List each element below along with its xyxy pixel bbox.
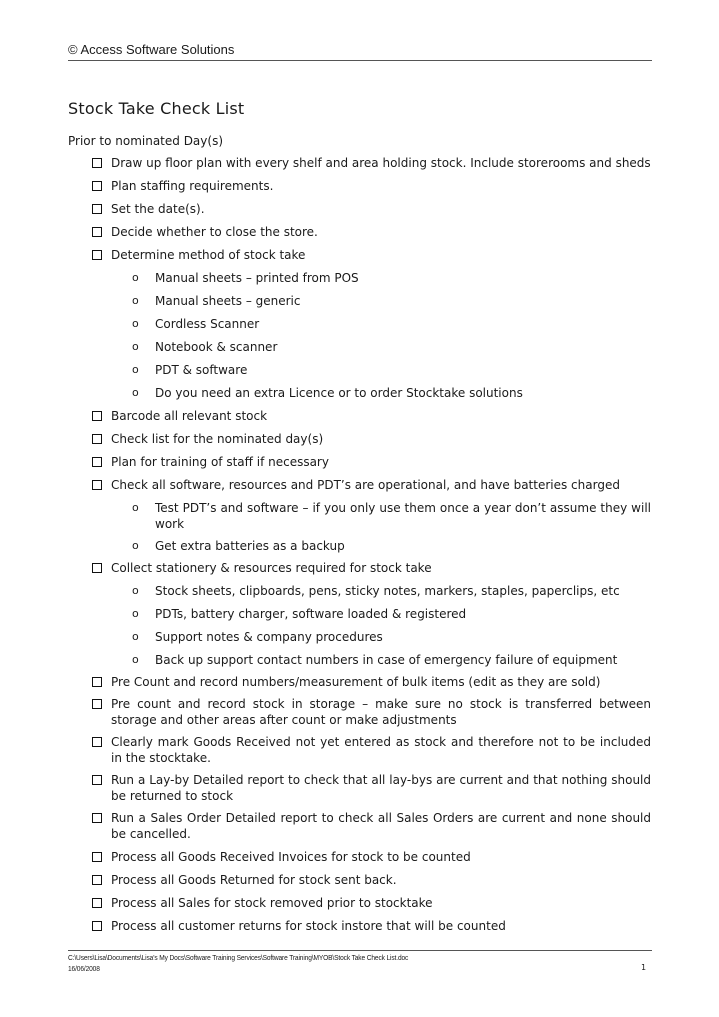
circle-bullet-icon: o — [132, 271, 139, 284]
item-text: Back up support contact numbers in case of emergency failure of equipment — [155, 653, 618, 667]
checklist-item — [111, 734, 651, 766]
checklist-item — [111, 696, 651, 728]
circle-bullet-icon: o — [132, 340, 139, 353]
checklist-item — [111, 454, 651, 470]
item-text: Process all Goods Returned for stock sent back. — [111, 873, 397, 887]
sub-list-item — [132, 293, 651, 309]
item-text: Run a Sales Order Detailed report to check all Sales Orders are current and none should be cancelled. — [111, 811, 651, 841]
checklist-item — [111, 224, 651, 240]
item-text: Manual sheets – generic — [155, 294, 301, 308]
circle-bullet-icon: o — [132, 386, 139, 399]
checklist-item — [111, 674, 651, 690]
checkbox-icon[interactable] — [92, 434, 102, 444]
item-text: Decide whether to close the store. — [111, 225, 318, 239]
checkbox-icon[interactable] — [92, 921, 102, 931]
checkbox-icon[interactable] — [92, 875, 102, 885]
copyright-notice: © Access Software Solutions — [68, 42, 235, 57]
checkbox-icon[interactable] — [92, 227, 102, 237]
checkbox-icon[interactable] — [92, 677, 102, 687]
item-text: Plan for training of staff if necessary — [111, 455, 329, 469]
checklist-item — [111, 772, 651, 804]
item-text: Run a Lay-by Detailed report to check that all lay-bys are current and that nothing should be returned to stock — [111, 773, 651, 803]
item-text: Collect stationery & resources required for stock take — [111, 561, 432, 575]
circle-bullet-icon: o — [132, 363, 139, 376]
item-text: Test PDT’s and software – if you only use them once a year don’t assume they will work — [155, 501, 651, 531]
checkbox-icon[interactable] — [92, 457, 102, 467]
item-text: Determine method of stock take — [111, 248, 306, 262]
item-text: Get extra batteries as a backup — [155, 539, 345, 553]
footer-date: 16/06/2008 — [68, 964, 100, 973]
item-text: Do you need an extra Licence or to order Stocktake solutions — [155, 386, 523, 400]
sub-list-item — [132, 316, 651, 332]
sub-list-item — [132, 385, 651, 401]
circle-bullet-icon: o — [132, 630, 139, 643]
circle-bullet-icon: o — [132, 539, 139, 552]
checklist-item — [111, 849, 651, 865]
item-text: Plan staffing requirements. — [111, 179, 274, 193]
checkbox-icon[interactable] — [92, 250, 102, 260]
item-text: Process all Goods Received Invoices for stock to be counted — [111, 850, 471, 864]
checklist-item — [111, 810, 651, 842]
checklist-item — [111, 895, 651, 911]
item-text: Pre count and record stock in storage – make sure no stock is transferred between storage and other areas after count or make adjustments — [111, 697, 651, 727]
checkbox-icon[interactable] — [92, 898, 102, 908]
page-number: 1 — [641, 963, 647, 972]
checkbox-icon[interactable] — [92, 852, 102, 862]
checkbox-icon[interactable] — [92, 480, 102, 490]
item-text: Notebook & scanner — [155, 340, 278, 354]
footer-divider — [68, 950, 652, 951]
item-text: PDT & software — [155, 363, 248, 377]
item-text: Support notes & company procedures — [155, 630, 383, 644]
checkbox-icon[interactable] — [92, 563, 102, 573]
item-text: Barcode all relevant stock — [111, 409, 268, 423]
page-header — [68, 42, 652, 61]
checklist-item — [111, 408, 651, 424]
checkbox-icon[interactable] — [92, 737, 102, 747]
checklist-item — [111, 247, 651, 263]
checkbox-icon[interactable] — [92, 158, 102, 168]
checklist-item — [111, 560, 651, 576]
sub-list-item — [132, 606, 651, 622]
item-text: Draw up floor plan with every shelf and area holding stock. Include storerooms and sheds — [111, 156, 651, 170]
checklist-item — [111, 431, 651, 447]
sub-list-item — [132, 270, 651, 286]
sub-list-item — [132, 362, 651, 378]
circle-bullet-icon: o — [132, 501, 139, 514]
checklist-item — [111, 201, 651, 217]
checklist-item — [111, 918, 651, 934]
circle-bullet-icon: o — [132, 294, 139, 307]
item-text: Set the date(s). — [111, 202, 205, 216]
checkbox-icon[interactable] — [92, 204, 102, 214]
sub-list-item — [132, 583, 651, 599]
sub-list-item — [132, 652, 651, 668]
item-text: PDTs, battery charger, software loaded & registered — [155, 607, 467, 621]
sub-list-item — [132, 339, 651, 355]
section-subtitle: Prior to nominated Day(s) — [68, 134, 224, 148]
item-text: Pre Count and record numbers/measurement of bulk items (edit as they are sold) — [111, 675, 601, 689]
footer-file-path: C:\Users\Lisa\Documents\Lisa's My Docs\Software Training Services\Software Training\MYOB\Stock Take Check List.doc — [68, 953, 409, 962]
checkbox-icon[interactable] — [92, 813, 102, 823]
checklist-item — [111, 477, 651, 493]
checklist-item — [111, 872, 651, 888]
circle-bullet-icon: o — [132, 317, 139, 330]
checkbox-icon[interactable] — [92, 411, 102, 421]
circle-bullet-icon: o — [132, 653, 139, 666]
circle-bullet-icon: o — [132, 584, 139, 597]
item-text: Stock sheets, clipboards, pens, sticky notes, markers, staples, paperclips, etc — [155, 584, 620, 598]
circle-bullet-icon: o — [132, 607, 139, 620]
sub-list-item — [132, 629, 651, 645]
item-text: Check list for the nominated day(s) — [111, 432, 324, 446]
item-text: Cordless Scanner — [155, 317, 260, 331]
checklist — [0, 155, 719, 934]
sub-list-item — [132, 500, 651, 532]
item-text: Manual sheets – printed from POS — [155, 271, 359, 285]
sub-list-item — [132, 538, 651, 554]
document-title: Stock Take Check List — [68, 99, 245, 118]
item-text: Process all Sales for stock removed prior to stocktake — [111, 896, 433, 910]
checklist-item — [111, 178, 651, 194]
item-text: Process all customer returns for stock instore that will be counted — [111, 919, 506, 933]
item-text: Check all software, resources and PDT’s are operational, and have batteries charged — [111, 478, 620, 492]
checklist-item — [111, 155, 651, 171]
item-text: Clearly mark Goods Received not yet entered as stock and therefore not to be included in the stocktake. — [111, 735, 651, 765]
checkbox-icon[interactable] — [92, 181, 102, 191]
checkbox-icon[interactable] — [92, 699, 102, 709]
checkbox-icon[interactable] — [92, 775, 102, 785]
